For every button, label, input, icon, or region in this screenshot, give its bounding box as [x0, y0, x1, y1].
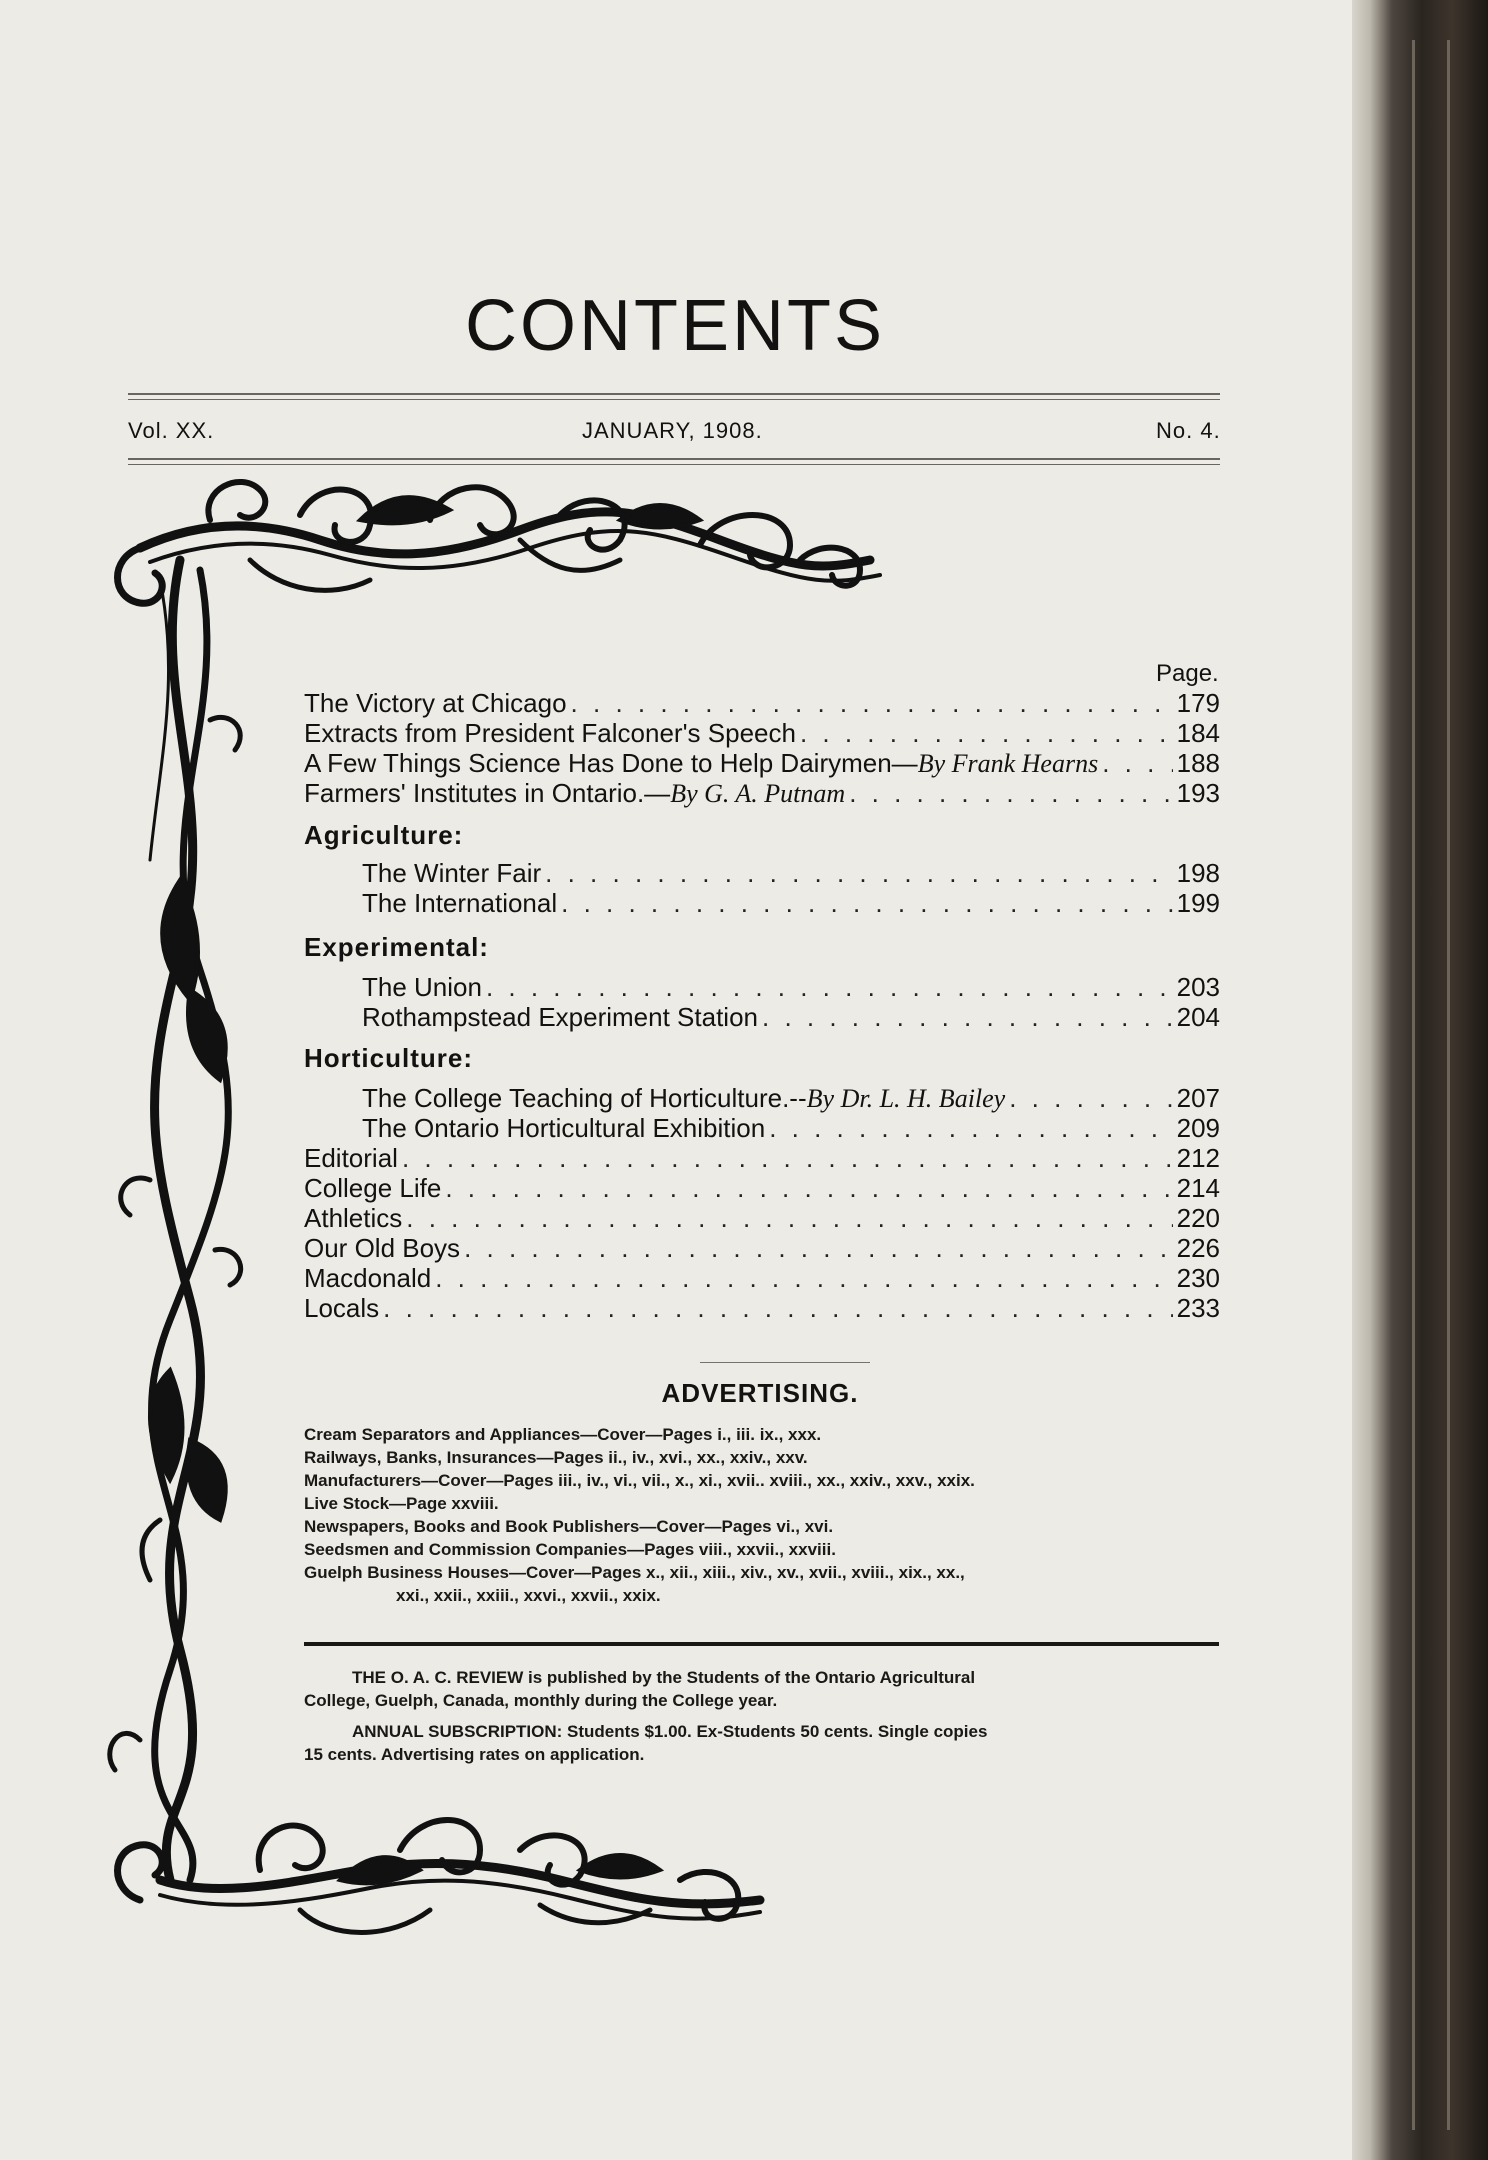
- toc-entry: [304, 1233, 1220, 1264]
- dot-leader: [571, 688, 1173, 719]
- toc-entry-page: 212: [1176, 1143, 1220, 1173]
- toc-entry-page: 198: [1176, 858, 1220, 888]
- toc-entry-page: 184: [1176, 718, 1220, 748]
- toc-entry-title: The International: [362, 888, 558, 918]
- section-heading-horticulture: Horticulture:: [304, 1043, 473, 1073]
- dot-leader: [849, 778, 1172, 809]
- dot-leader: [383, 1293, 1172, 1324]
- toc-entry-title: A Few Things Science Has Done to Help Dairymen—: [304, 748, 918, 778]
- dot-leader: [762, 1002, 1173, 1033]
- toc-entry-title: Rothampstead Experiment Station: [362, 1002, 758, 1032]
- toc-entry: [362, 1002, 1220, 1033]
- advertising-line: Seedsmen and Commission Companies—Pages viii., xxvii., xxviii.: [304, 1540, 836, 1559]
- dot-leader: [406, 1203, 1172, 1234]
- book-spine-edge: [1352, 0, 1488, 2160]
- toc-entry-page: 203: [1176, 972, 1220, 1002]
- divider: [700, 1362, 870, 1363]
- toc-entry-title: Our Old Boys: [304, 1233, 461, 1263]
- toc-entry: [304, 1263, 1220, 1294]
- toc-entry-title: Locals: [304, 1293, 380, 1323]
- toc-entry-page: 230: [1176, 1263, 1220, 1293]
- toc-entry-page: 179: [1176, 688, 1220, 718]
- dot-leader: [1102, 748, 1172, 779]
- toc-entry: [304, 1293, 1220, 1324]
- publication-notice: College, Guelph, Canada, monthly during the College year.: [304, 1691, 778, 1710]
- page-title: CONTENTS: [465, 286, 885, 366]
- dot-leader: [545, 858, 1172, 889]
- volume-label: Vol. XX.: [128, 418, 215, 443]
- toc-entry-page: 226: [1176, 1233, 1220, 1263]
- toc-entry: [304, 1203, 1220, 1234]
- toc-entry-title: The Victory at Chicago: [304, 688, 567, 718]
- advertising-line: xxi., xxii., xxiii., xxvi., xxvii., xxix.: [396, 1586, 661, 1605]
- toc-entry-title: The College Teaching of Horticulture.--: [362, 1083, 807, 1113]
- dot-leader: [435, 1263, 1172, 1294]
- toc-entry: [304, 1143, 1220, 1174]
- advertising-line: Railways, Banks, Insurances—Pages ii., iv., xvi., xx., xxiv., xxv.: [304, 1448, 808, 1467]
- toc-entry-title: Athletics: [304, 1203, 403, 1233]
- issue-number: No. 4.: [1156, 418, 1221, 443]
- toc-entry-title: Macdonald: [304, 1263, 432, 1293]
- dot-leader: [561, 888, 1172, 919]
- toc-entry: [304, 748, 1220, 779]
- toc-entry: [304, 1173, 1220, 1204]
- toc-entry-page: 233: [1176, 1293, 1220, 1323]
- toc-entry-page: 188: [1176, 748, 1220, 778]
- toc-entry: [362, 972, 1220, 1003]
- advertising-heading: ADVERTISING.: [661, 1378, 859, 1408]
- toc-entry-title: College Life: [304, 1173, 442, 1203]
- toc-entry-page: 199: [1176, 888, 1220, 918]
- toc-entry-title: Extracts from President Falconer's Speech: [304, 718, 796, 748]
- subscription-notice: 15 cents. Advertising rates on application.: [304, 1745, 645, 1764]
- section-heading-experimental: Experimental:: [304, 932, 489, 962]
- toc-entry-title: The Union: [362, 972, 482, 1002]
- advertising-line: Cream Separators and Appliances—Cover—Pages i., iii. ix., xxx.: [304, 1425, 822, 1444]
- page-column-heading: Page.: [1156, 660, 1219, 687]
- toc-entry-page: 204: [1176, 1002, 1220, 1032]
- dot-leader: [800, 718, 1173, 749]
- toc-entry-page: 209: [1176, 1113, 1220, 1143]
- toc-entry-title: Editorial: [304, 1143, 398, 1173]
- toc-entry-page: 220: [1176, 1203, 1220, 1233]
- toc-entry-page: 207: [1176, 1083, 1220, 1113]
- toc-entry-title: Farmers' Institutes in Ontario.—: [304, 778, 671, 808]
- toc-entry: [304, 718, 1220, 749]
- dot-leader: [486, 972, 1173, 1003]
- toc-entry: [304, 688, 1220, 719]
- toc-entry-page: 214: [1176, 1173, 1220, 1203]
- toc-entry: [362, 1083, 1220, 1114]
- toc-entry: [362, 858, 1220, 889]
- toc-entry-title: The Winter Fair: [362, 858, 542, 888]
- dot-leader: [769, 1113, 1172, 1144]
- toc-entry: [362, 1113, 1220, 1144]
- dot-leader: [464, 1233, 1173, 1264]
- advertising-line: Live Stock—Page xxviii.: [304, 1494, 499, 1513]
- toc-entry: [362, 888, 1220, 919]
- toc-entry: [304, 778, 1220, 809]
- toc-entry-byline: By Dr. L. H. Bailey: [806, 1084, 1006, 1113]
- dot-leader: [445, 1173, 1172, 1204]
- dot-leader: [402, 1143, 1173, 1174]
- subscription-notice: ANNUAL SUBSCRIPTION: Students $1.00. Ex-Students 50 cents. Single copies: [352, 1722, 988, 1741]
- section-heading-agriculture: Agriculture:: [304, 820, 464, 850]
- advertising-line: Guelph Business Houses—Cover—Pages x., xii., xiii., xiv., xv., xvii., xviii., xix., xx.,: [304, 1563, 965, 1582]
- divider-thick: [304, 1642, 1219, 1646]
- advertising-line: Manufacturers—Cover—Pages iii., iv., vi., vii., x., xi., xvii.. xviii., xx., xxiv., xxv., xxix.: [304, 1471, 975, 1490]
- toc-entry-page: 193: [1176, 778, 1220, 808]
- dot-leader: [1009, 1083, 1172, 1114]
- issue-date: JANUARY, 1908.: [582, 418, 763, 443]
- toc-entry-byline: By G. A. Putnam: [670, 779, 846, 808]
- toc-entry-byline: By Frank Hearns: [917, 749, 1099, 778]
- toc-entry-title: The Ontario Horticultural Exhibition: [362, 1113, 766, 1143]
- publication-notice: THE O. A. C. REVIEW is published by the Students of the Ontario Agricultural: [352, 1668, 976, 1687]
- advertising-line: Newspapers, Books and Book Publishers—Cover—Pages vi., xvi.: [304, 1517, 834, 1536]
